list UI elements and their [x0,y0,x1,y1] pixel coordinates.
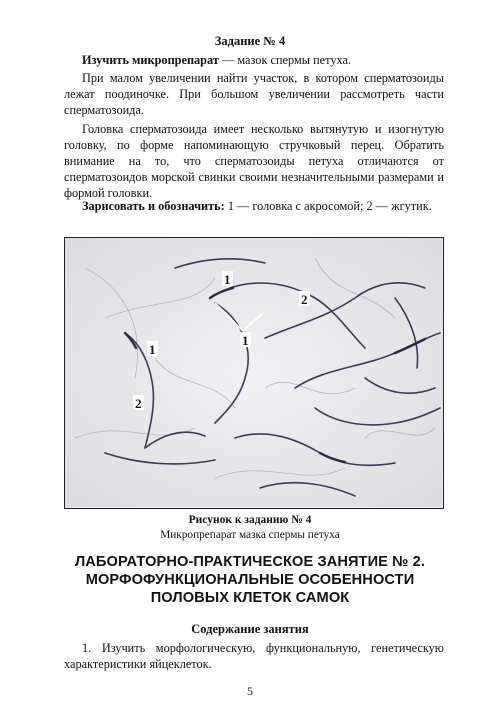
lab-heading-line-3: ПОЛОВЫХ КЛЕТОК САМОК [150,590,350,606]
content-item-1: 1. Изучить морфологическую, функциональную, генетическую характеристики яйцеклеток. [64,641,444,671]
task-paragraph-2: При малом увеличении найти участок, в котором сперматозоиды лежат поодиночке. При большом увеличении рассмотреть части сперматозоида. [64,71,444,117]
figure-caption-subtitle: Микропрепарат мазка спермы петуха [160,529,340,541]
figure-label-1-left: 1 [149,342,156,357]
figure-label-1-top: 1 [224,272,231,287]
task-paragraph-1-text: — мазок спермы петуха. [218,53,351,67]
task-paragraph-4 [64,198,444,214]
task-paragraph-1 [64,52,444,68]
task-paragraph-4-text: 1 — головка с акросомой; 2 — жгутик. [224,199,432,213]
lab-heading-line-1: ЛАБОРАТОРНО-ПРАКТИЧЕСКОЕ ЗАНЯТИЕ № 2. [74,554,426,570]
page-number: 5 [247,684,253,698]
task-paragraph-3: Головка сперматозоида имеет несколько вытянутую и изогнутую головку, по форме напоминающую стручковый перец. Обратить внимание на то, что сперматозоиды петуха отличаются от сперматозоидов морской свинки своими незначительными размерами и формой головки. [64,122,444,200]
micrograph-image [65,238,442,507]
figure-caption-title: Рисунок к заданию № 4 [188,514,312,526]
task-paragraph-4-bold: Зарисовать и обозначить: [82,199,225,213]
figure-label-2-left: 2 [135,396,142,411]
figure-label-2-right: 2 [301,292,308,307]
task-title: Задание № 4 [214,34,286,48]
lab-heading [40,553,460,607]
micrograph-background [65,238,442,507]
task-paragraph-1-bold: Изучить микропрепарат [82,53,219,67]
figure-label-1-center: 1 [242,333,249,348]
micrograph-figure [64,237,444,509]
content-title: Содержание занятия [191,622,309,636]
lab-heading-line-2: МОРФОФУНКЦИОНАЛЬНЫЕ ОСОБЕННОСТИ [85,572,415,588]
